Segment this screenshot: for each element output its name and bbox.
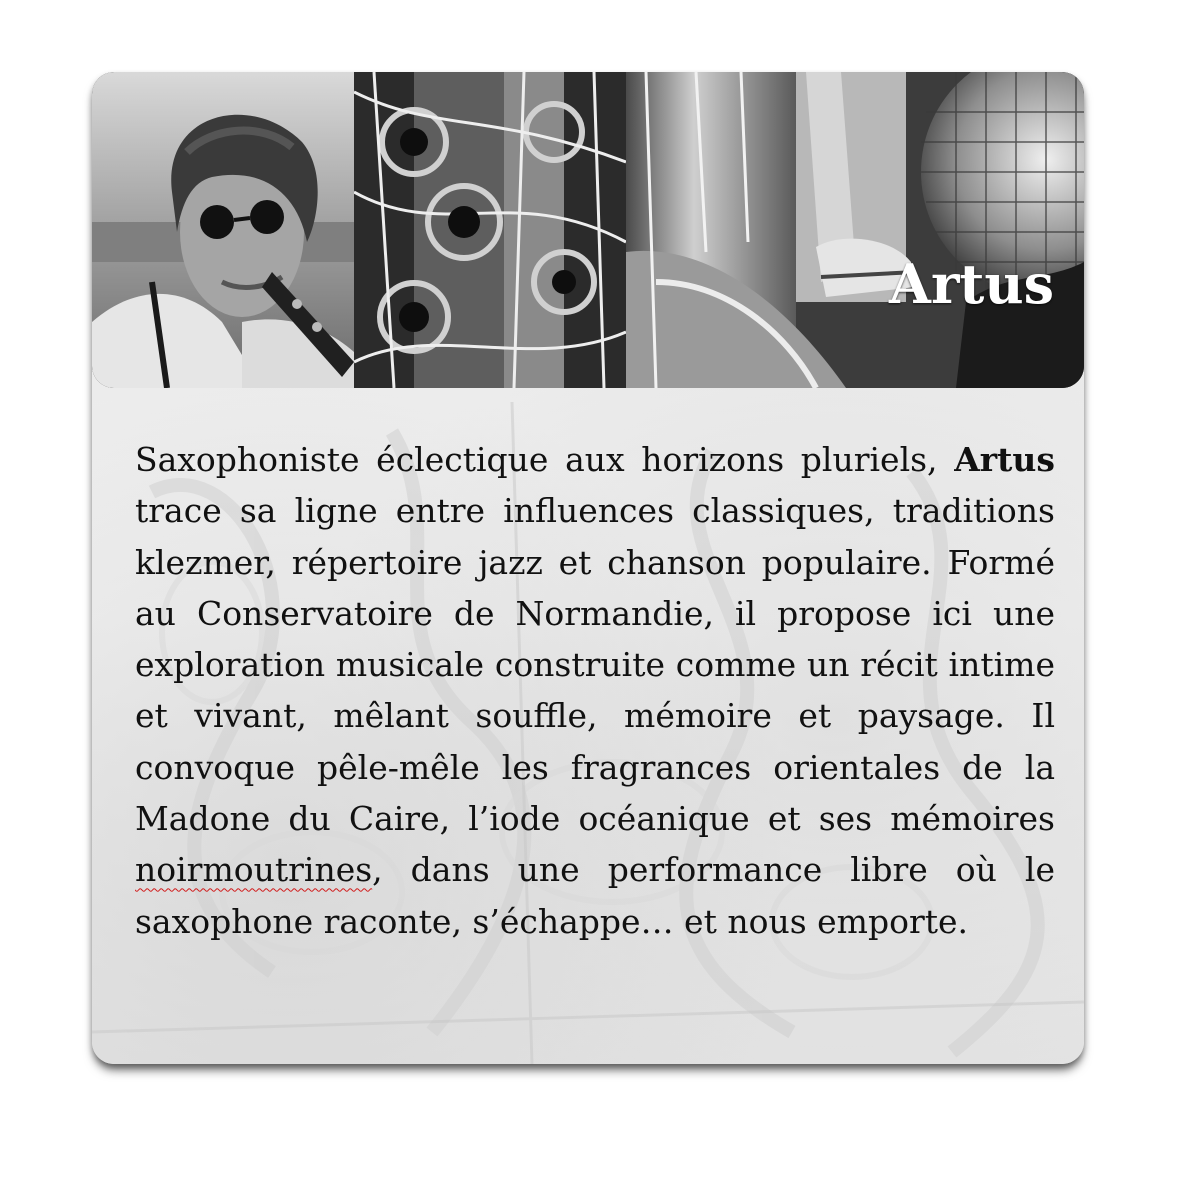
bio-body-before: trace sa ligne entre influences classiques, traditions klezmer, répertoire jazz et chanson populaire. Formé au Conservatoire de Normandie, il propose ici une exploration musicale construite comme un récit intime et vivant, mêlant souffle, mémoire et paysage. Il convoque pêle-mêle les fragrances orientales de la Madone du Caire, l’iode océanique et ses mémoires — [135, 491, 1055, 839]
artist-card — [92, 72, 1084, 1064]
bio-artist-name: Artus — [954, 440, 1055, 479]
saxophone-keys-image — [354, 72, 626, 388]
saxophonist-portrait-image — [92, 72, 354, 388]
saxophone-bell-disco-ball-image — [626, 72, 1084, 388]
header-banner — [92, 72, 1084, 388]
bio-body-after: , dans une performance libre où le saxophone raconte, s’échappe… et nous emporte. — [135, 850, 1055, 941]
bio-intro: Saxophoniste éclectique aux horizons pluriels, — [135, 440, 955, 479]
spellcheck-flagged-word[interactable]: noirmoutrines — [135, 850, 373, 890]
banner-title: Artus — [889, 252, 1054, 316]
artist-bio — [135, 434, 1055, 947]
